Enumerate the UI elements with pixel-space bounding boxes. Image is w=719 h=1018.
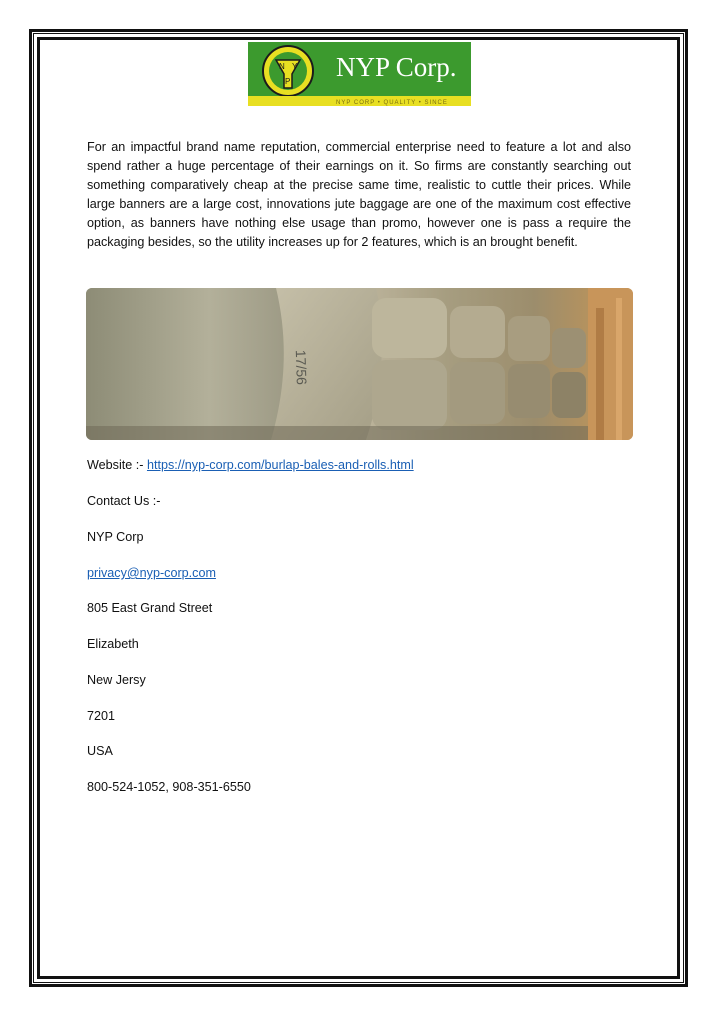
contact-state: New Jersy — [87, 673, 146, 687]
contact-country: USA — [87, 744, 113, 758]
emblem-letter-y: Y — [292, 62, 298, 71]
contact-heading: Contact Us :- — [87, 494, 161, 508]
burlap-bales-illustration — [86, 288, 633, 440]
website-label: Website :- — [87, 458, 147, 472]
contact-email-link[interactable]: privacy@nyp-corp.com — [87, 566, 216, 580]
contact-zip: 7201 — [87, 709, 116, 723]
nyp-emblem-icon — [254, 44, 326, 98]
company-logo — [248, 42, 471, 106]
logo-brand-text: NYP Corp. — [336, 52, 457, 82]
body-paragraph: For an impactful brand name reputation, commercial enterprise need to feature a lot and also spend rather a huge percentage of their earnings on it. So firms are constantly searching out something comparatively cheap at the precise same time, realistic to cuttle their prices. While large banners are a large cost, innovations jute baggage are one of the maximum cost effective option, as banners have nothing else usage than promo, however one is pass a require the packaging besides, so the utility increases up for 2 features, which is an brought benefit. — [87, 140, 631, 249]
contact-phones: 800-524-1052, 908-351-6550 — [87, 780, 251, 794]
emblem-letter-p: P — [285, 77, 291, 86]
contact-company: NYP Corp — [87, 530, 144, 544]
emblem-letter-n: N — [279, 62, 285, 71]
website-link[interactable]: https://nyp-corp.com/burlap-bales-and-rolls.html — [146, 458, 414, 472]
contact-street: 805 East Grand Street — [87, 601, 213, 615]
logo-tagline: NYP CORP • QUALITY • SINCE — [336, 100, 448, 106]
website-line — [87, 458, 414, 472]
burlap-bales-photo — [86, 288, 633, 440]
contact-city: Elizabeth — [87, 637, 139, 651]
bale-stencil-text: 17/56 — [292, 349, 310, 386]
